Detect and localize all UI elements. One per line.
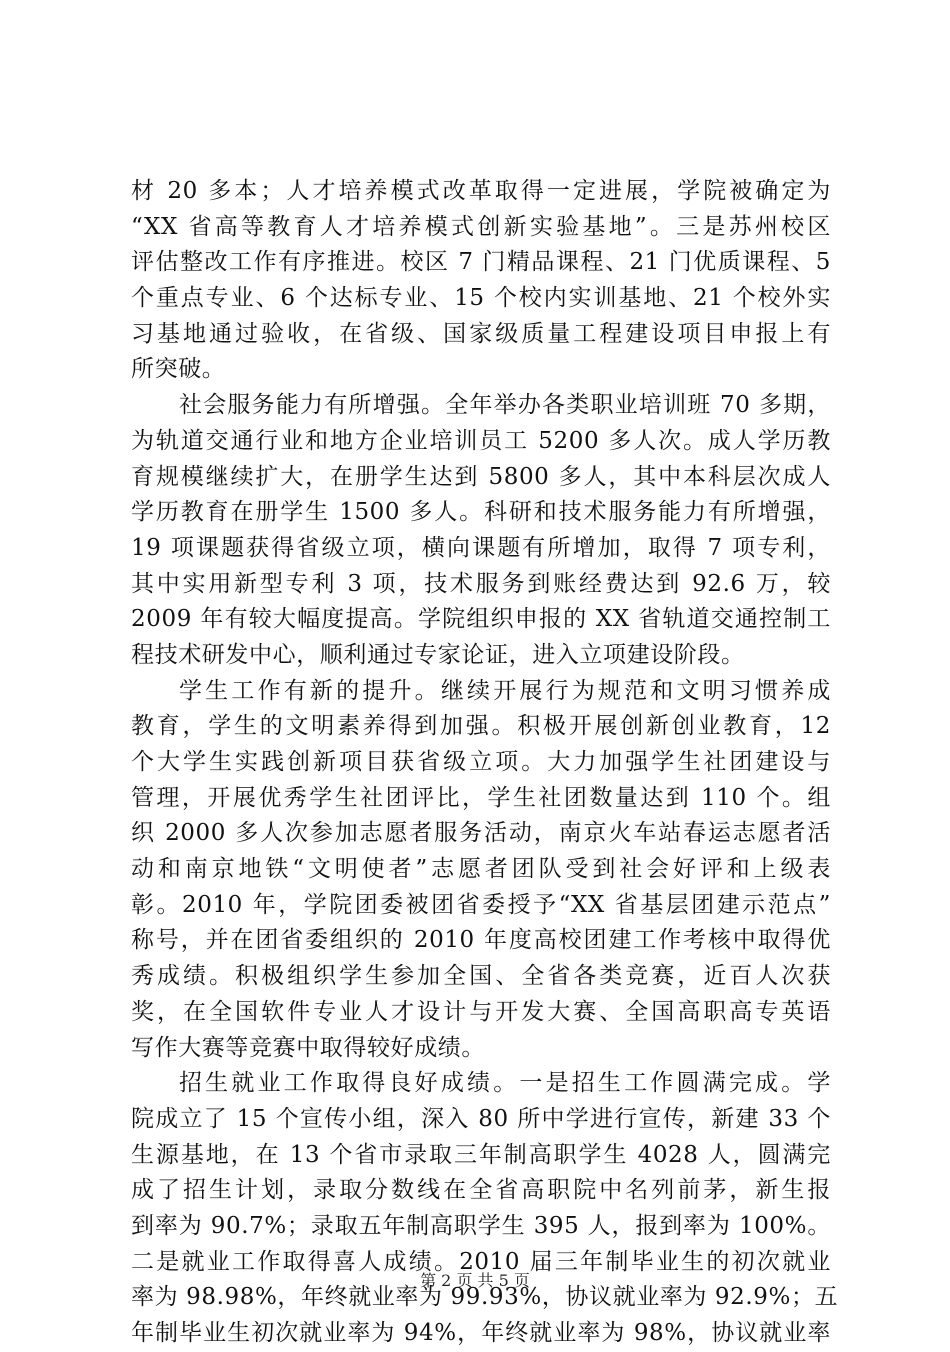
text-line: 所突破。 bbox=[131, 356, 226, 383]
text-line: 率为 98.98%，年终就业率为 99.93%，协议就业率为 92.9%；五 bbox=[131, 1284, 839, 1311]
text-line: 生源基地，在 13 个省市录取三年制高职学生 4028 人，圆满完 bbox=[131, 1141, 831, 1168]
text-line: 动和南京地铁“文明使者”志愿者团队受到社会好评和上级表 bbox=[131, 856, 831, 883]
text-line: 秀成绩。积极组织学生参加全国、全省各类竞赛，近百人次获 bbox=[131, 963, 831, 990]
text-line: 程技术研发中心，顺利通过专家论证，进入立项建设阶段。 bbox=[131, 641, 745, 668]
page-number-footer: 第 2 页 共 5 页 bbox=[420, 1271, 530, 1290]
text-line: 院成立了 15 个宣传小组，深入 80 所中学进行宣传，新建 33 个 bbox=[131, 1105, 831, 1132]
text-line: 管理，开展优秀学生社团评比，学生社团数量达到 110 个。组 bbox=[131, 784, 831, 811]
text-line: 写作大赛等竞赛中取得较好成绩。 bbox=[131, 1034, 485, 1061]
text-line: 织 2000 多人次参加志愿者服务活动，南京火车站春运志愿者活 bbox=[131, 820, 831, 847]
text-line: 其中实用新型专利 3 项，技术服务到账经费达到 92.6 万，较 bbox=[131, 570, 831, 597]
text-line: 教育，学生的文明素养得到加强。积极开展创新创业教育，12 bbox=[131, 713, 831, 740]
text-line: 称号，并在团省委组织的 2010 年度高校团建工作考核中取得优 bbox=[131, 927, 831, 954]
text-line: 为轨道交通行业和地方企业培训员工 5200 多人次。成人学历教 bbox=[131, 427, 831, 454]
text-line: 个重点专业、6 个达标专业、15 个校内实训基地、21 个校外实 bbox=[131, 285, 831, 312]
text-line: 学历教育在册学生 1500 多人。科研和技术服务能力有所增强， bbox=[131, 499, 831, 526]
text-line: 19 项课题获得省级立项，横向课题有所增加，取得 7 项专利， bbox=[131, 534, 831, 561]
text-line: 评估整改工作有序推进。校区 7 门精品课程、21 门优质课程、5 bbox=[131, 249, 831, 276]
text-line: 2009 年有较大幅度提高。学院组织申报的 XX 省轨道交通控制工 bbox=[131, 606, 831, 633]
text-line: 彰。2010 年，学院团委被团省委授予“XX 省基层团建示范点” bbox=[131, 891, 831, 918]
text-line: 习基地通过验收，在省级、国家级质量工程建设项目申报上有 bbox=[131, 320, 831, 347]
document-body bbox=[131, 174, 839, 1352]
text-line: 到率为 90.7%；录取五年制高职学生 395 人，报到率为 100%。 bbox=[131, 1212, 831, 1239]
text-line: 材 20 多本；人才培养模式改革取得一定进展，学院被确定为 bbox=[131, 178, 831, 204]
paragraph-first-line: 招生就业工作取得良好成绩。一是招生工作圆满完成。学 bbox=[179, 1070, 831, 1097]
text-line: “XX 省高等教育人才培养模式创新实验基地”。三是苏州校区 bbox=[131, 213, 831, 240]
paragraph-first-line: 学生工作有新的提升。继续开展行为规范和文明习惯养成 bbox=[179, 677, 831, 704]
text-line: 育规模继续扩大，在册学生达到 5800 多人，其中本科层次成人 bbox=[131, 463, 831, 490]
paragraph-first-line: 社会服务能力有所增强。全年举办各类职业培训班 70 多期， bbox=[179, 392, 831, 419]
text-line: 个大学生实践创新项目获省级立项。大力加强学生社团建设与 bbox=[131, 749, 831, 775]
text-line: 成了招生计划，录取分数线在全省高职院中名列前茅，新生报 bbox=[131, 1177, 831, 1204]
text-line: 奖，在全国软件专业人才设计与开发大赛、全国高职高专英语 bbox=[131, 998, 831, 1025]
text-line: 年制毕业生初次就业率为 94%，年终就业率为 98%，协议就业率 bbox=[131, 1320, 831, 1346]
text-line: 二是就业工作取得喜人成绩。2010 届三年制毕业生的初次就业 bbox=[131, 1248, 831, 1275]
